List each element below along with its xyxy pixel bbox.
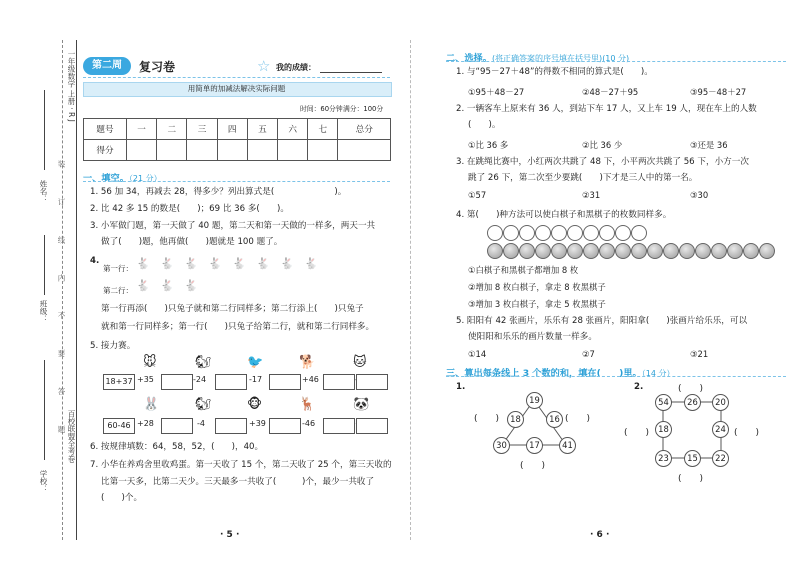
table-cell: 总分 <box>338 119 391 140</box>
relay2-final-box[interactable] <box>356 418 388 434</box>
white-piece <box>567 225 583 241</box>
square-node-top-left: 54 <box>655 394 672 411</box>
white-pieces-row <box>487 225 787 241</box>
s2-q4-option[interactable]: ③增加 3 枚白棋子，拿走 5 枚黑棋子 <box>468 299 606 309</box>
cat-icon: 🐱 <box>353 355 367 370</box>
relay1-op: +35 <box>137 375 154 384</box>
square-answer-top[interactable]: ( ) <box>678 384 704 394</box>
square-node-bottom-left: 23 <box>655 450 672 467</box>
square-answer-right[interactable]: ( ) <box>734 428 760 438</box>
s2-q1-option[interactable]: ③95－48＋27 <box>690 87 747 97</box>
q7-text-c: ( )个。 <box>101 493 143 503</box>
black-piece <box>535 243 551 259</box>
rabbit-icon: 🐇 <box>184 279 198 292</box>
section3-divider <box>446 376 786 377</box>
rabbit-icon: 🐇 <box>136 279 150 292</box>
black-piece <box>583 243 599 259</box>
mouse-icon: 🐭 <box>143 355 157 370</box>
class-label: 班级： <box>39 300 48 323</box>
table-cell: 得分 <box>84 140 127 161</box>
white-piece <box>487 225 503 241</box>
star-icon: ☆ <box>257 57 271 75</box>
rabbit-icon: 🐇 <box>160 257 174 270</box>
s2-q3-option[interactable]: ②31 <box>582 190 601 200</box>
black-pieces-row <box>487 243 787 259</box>
q3-text-a: 3. 小军做门题，第一天做了 40 题，第二天和第一天做的一样多，两天一共 <box>90 221 376 231</box>
school-line <box>44 360 45 460</box>
black-piece <box>695 243 711 259</box>
rabbit-icon: 🐇 <box>208 257 222 270</box>
rabbit-icon: 🐇 <box>184 257 198 270</box>
relay1-op: -24 <box>193 375 207 384</box>
black-piece <box>503 243 519 259</box>
white-piece <box>535 225 551 241</box>
page-title: 复习卷 <box>139 60 176 74</box>
score-cell[interactable] <box>278 140 308 161</box>
school-label: 学校： <box>39 470 48 493</box>
table-cell: 五 <box>247 119 277 140</box>
triangle-node-top: 19 <box>526 392 543 409</box>
q4-row1-rabbits <box>136 255 346 275</box>
score-cell[interactable] <box>338 140 391 161</box>
q4-row2-rabbits <box>136 277 216 297</box>
section1-divider <box>83 181 390 182</box>
white-piece <box>519 225 535 241</box>
white-piece <box>551 225 567 241</box>
section1-title-text: 一、填空。 <box>83 173 129 184</box>
black-piece <box>759 243 775 259</box>
relay2-op: -46 <box>302 419 316 428</box>
q4-text-b: 就和第一行同样多；第一行( )只兔子给第二行，就和第二行同样多。 <box>101 322 375 332</box>
s2-q5-option[interactable]: ③21 <box>690 349 709 359</box>
q3-text-b: 做了( )题，他再做( )题就是 100 题了。 <box>101 237 283 247</box>
relay2-op: +28 <box>137 419 154 428</box>
right-page <box>420 0 800 579</box>
s2-q5-text-a: 5. 阳阳有 42 张画片，乐乐有 28 张画片，阳阳拿( )张画片给乐乐，可以 <box>456 316 748 326</box>
triangle-answer-left[interactable]: ( ) <box>474 414 500 424</box>
panda-icon: 🐼 <box>353 397 370 412</box>
rabbit-icon: 🐇 <box>256 257 270 270</box>
q4-text-a: 第一行再添( )只兔子就和第二行同样多；第二行添上( )只兔子 <box>101 304 364 314</box>
black-piece <box>727 243 743 259</box>
score-line <box>320 72 382 73</box>
deer-icon: 🦌 <box>299 397 316 412</box>
s2-q1-text: 1. 与“95－27＋48”的得数不相同的算式是( )。 <box>456 67 653 77</box>
table-cell: 七 <box>308 119 338 140</box>
square-node-bottom-mid: 15 <box>684 450 701 467</box>
bird-icon: 🐦 <box>247 355 264 370</box>
black-piece <box>487 243 503 259</box>
square-answer-left[interactable]: ( ) <box>624 428 650 438</box>
relay2-answer-box[interactable] <box>269 418 301 434</box>
rabbit-icon: 🐇 <box>304 257 318 270</box>
triangle-answer-bottom[interactable]: ( ) <box>520 461 546 471</box>
rabbit-icon: 🐇 <box>232 257 246 270</box>
q2-text: 2. 比 42 多 15 的数是( )；69 比 36 多( )。 <box>90 204 289 214</box>
square-node-top-mid: 26 <box>684 394 701 411</box>
section3-title-text: 三、算出每条线上 3 个数的和，填在( )里。 <box>446 368 642 379</box>
rabbit-icon: 🐇 <box>280 257 294 270</box>
score-table <box>83 118 391 161</box>
rabbit-icon: 🐇 <box>160 279 174 292</box>
triangle-node-bottom-mid: 17 <box>526 437 543 454</box>
s2-q3-text-b: 跳了 26 下，第二次至少要跳( )下才是三人中的第一名。 <box>468 173 698 183</box>
relay1-final-box[interactable] <box>356 374 388 390</box>
relay1-answer-box[interactable] <box>323 374 355 390</box>
rabbit-icon: 🐰 <box>143 397 160 412</box>
s3-p1-number: 1. <box>456 382 466 392</box>
black-piece <box>615 243 631 259</box>
monkey-icon: 🐵 <box>247 397 263 412</box>
s2-q4-text: 4. 第( )种方法可以使白棋子和黑棋子的枚数同样多。 <box>456 210 672 220</box>
table-cell: 一 <box>127 119 157 140</box>
s2-q5-option[interactable]: ②7 <box>582 349 595 359</box>
triangle-answer-right[interactable]: ( ) <box>565 414 591 424</box>
black-piece <box>599 243 615 259</box>
squirrel-icon: 🐿 <box>195 397 212 412</box>
s2-q5-option[interactable]: ①14 <box>468 349 487 359</box>
triangle-node-bottom-right: 41 <box>559 437 576 454</box>
s2-q2-option[interactable]: ②比 36 少 <box>582 140 623 150</box>
exam-code: 百校联盟全考卷 <box>67 410 76 463</box>
black-piece <box>743 243 759 259</box>
section2-note: (将正确答案的序号填在括号里) <box>491 54 603 63</box>
grade-code: 一年级数学 上册 · R J <box>67 50 76 122</box>
black-piece <box>663 243 679 259</box>
relay2-start: 60-46 <box>103 418 135 434</box>
name-label: 姓名： <box>39 180 48 203</box>
black-piece <box>647 243 663 259</box>
black-piece <box>711 243 727 259</box>
relay1-answer-box[interactable] <box>269 374 301 390</box>
s2-q3-option[interactable]: ③30 <box>690 190 709 200</box>
s2-q2-option[interactable]: ①比 36 多 <box>468 140 509 150</box>
white-piece <box>503 225 519 241</box>
s2-q3-option[interactable]: ①57 <box>468 190 487 200</box>
subtitle: 用简单的加减法解决实际问题 <box>187 84 286 93</box>
table-cell: 六 <box>278 119 308 140</box>
score-table-header-row <box>84 119 391 140</box>
square-node-bottom-right: 22 <box>712 450 729 467</box>
relay1-op: -17 <box>249 375 263 384</box>
section2-divider <box>446 61 786 62</box>
relay1-answer-box[interactable] <box>161 374 193 390</box>
table-cell: 题号 <box>84 119 127 140</box>
s3-p2-number: 2. <box>634 382 644 392</box>
section1-points: （21 分） <box>128 174 162 183</box>
black-piece <box>631 243 647 259</box>
s2-q5-text-b: 使阳阳和乐乐的画片数量一样多。 <box>468 332 597 342</box>
black-piece <box>679 243 695 259</box>
relay2-answer-box[interactable] <box>215 418 247 434</box>
s2-q4-option[interactable]: ②增加 8 枚白棋子，拿走 8 枚黑棋子 <box>468 282 606 292</box>
triangle-node-right: 16 <box>546 411 563 428</box>
relay2-answer-box[interactable] <box>323 418 355 434</box>
s2-q3-text-a: 3. 在跳绳比赛中，小红两次共跳了 48 下，小平两次共跳了 56 下，小方一次 <box>456 157 749 167</box>
triangle-node-bottom-left: 30 <box>493 437 510 454</box>
score-cell[interactable] <box>217 140 247 161</box>
white-piece <box>631 225 647 241</box>
q5-text: 5. 接力赛。 <box>90 341 136 351</box>
score-label: 我的成绩： <box>276 63 316 72</box>
header-divider <box>83 77 390 78</box>
page-number: · 6 · <box>590 530 610 540</box>
section2-points: (10 分) <box>602 54 630 63</box>
relay1-start: 18+37 <box>103 374 135 390</box>
squirrel-icon: 🐿 <box>195 355 212 370</box>
q6-text: 6. 按规律填数：64，58，52，( )，40。 <box>90 442 264 452</box>
relay2-op: +39 <box>249 419 266 428</box>
white-piece <box>583 225 599 241</box>
section3-points: （14 分） <box>641 369 675 378</box>
cut-line-text: 装 订 线 内 不 要 答 题 <box>57 160 66 447</box>
score-cell[interactable] <box>187 140 217 161</box>
relay1-answer-box[interactable] <box>215 374 247 390</box>
black-piece <box>519 243 535 259</box>
q4-number: 4. <box>90 256 100 266</box>
white-piece <box>615 225 631 241</box>
s2-q2-text-b: ( )。 <box>468 120 501 130</box>
time-label: 时间：60分钟 <box>300 105 343 113</box>
score-cell[interactable] <box>127 140 157 161</box>
white-piece <box>599 225 615 241</box>
table-cell: 四 <box>217 119 247 140</box>
s2-q4-option[interactable]: ①白棋子和黑棋子都增加 8 枚 <box>468 265 579 275</box>
q4-row2-label: 第二行： <box>103 286 133 295</box>
page-divider <box>410 40 411 540</box>
full-score-label: 满分：100分 <box>343 105 384 113</box>
q7-text-b: 比第一天多，比第二天少。三天最多一共收了( )个，最少一共收了 <box>101 477 375 487</box>
week-badge: 第二周 <box>83 57 131 75</box>
section2-title-text: 二、选择。 <box>446 53 492 64</box>
triangle-node-left: 18 <box>507 411 524 428</box>
q1-text: 1. 56 加 34，再减去 28，得多少？列出算式是( )。 <box>90 187 347 197</box>
black-piece <box>567 243 583 259</box>
black-piece <box>551 243 567 259</box>
rabbit-icon: 🐇 <box>136 257 150 270</box>
relay1-op: +46 <box>302 375 319 384</box>
square-node-mid-right: 24 <box>712 421 729 438</box>
dog-icon: 🐕 <box>299 355 316 370</box>
score-table-score-row <box>84 140 391 161</box>
q4-row1-label: 第一行： <box>103 264 133 273</box>
relay-row-1 <box>103 356 393 396</box>
s2-q1-option[interactable]: ②48－27＋95 <box>582 87 639 97</box>
table-cell: 三 <box>187 119 217 140</box>
square-node-mid-left: 18 <box>655 421 672 438</box>
score-cell[interactable] <box>157 140 187 161</box>
s2-q1-option[interactable]: ①95＋48－27 <box>468 87 525 97</box>
score-cell[interactable] <box>247 140 277 161</box>
relay2-op: -4 <box>197 419 205 428</box>
s2-q2-option[interactable]: ③还是 36 <box>690 140 728 150</box>
page-number: · 5 · <box>220 530 240 540</box>
relay2-answer-box[interactable] <box>161 418 193 434</box>
square-node-top-right: 20 <box>712 394 729 411</box>
table-cell: 二 <box>157 119 187 140</box>
q7-text-a: 7. 小华在养鸡舍里收鸡蛋。第一天收了 15 个，第二天收了 25 个，第三天收的 <box>90 460 392 470</box>
s2-q2-text-a: 2. 一辆客车上原来有 36 人，到站下车 17 人，又上车 19 人，现在车上的人数 <box>456 104 757 114</box>
square-answer-bottom[interactable]: ( ) <box>678 474 704 484</box>
name-line <box>44 90 45 170</box>
class-line <box>44 235 45 295</box>
score-cell[interactable] <box>308 140 338 161</box>
relay-row-2 <box>103 398 393 438</box>
